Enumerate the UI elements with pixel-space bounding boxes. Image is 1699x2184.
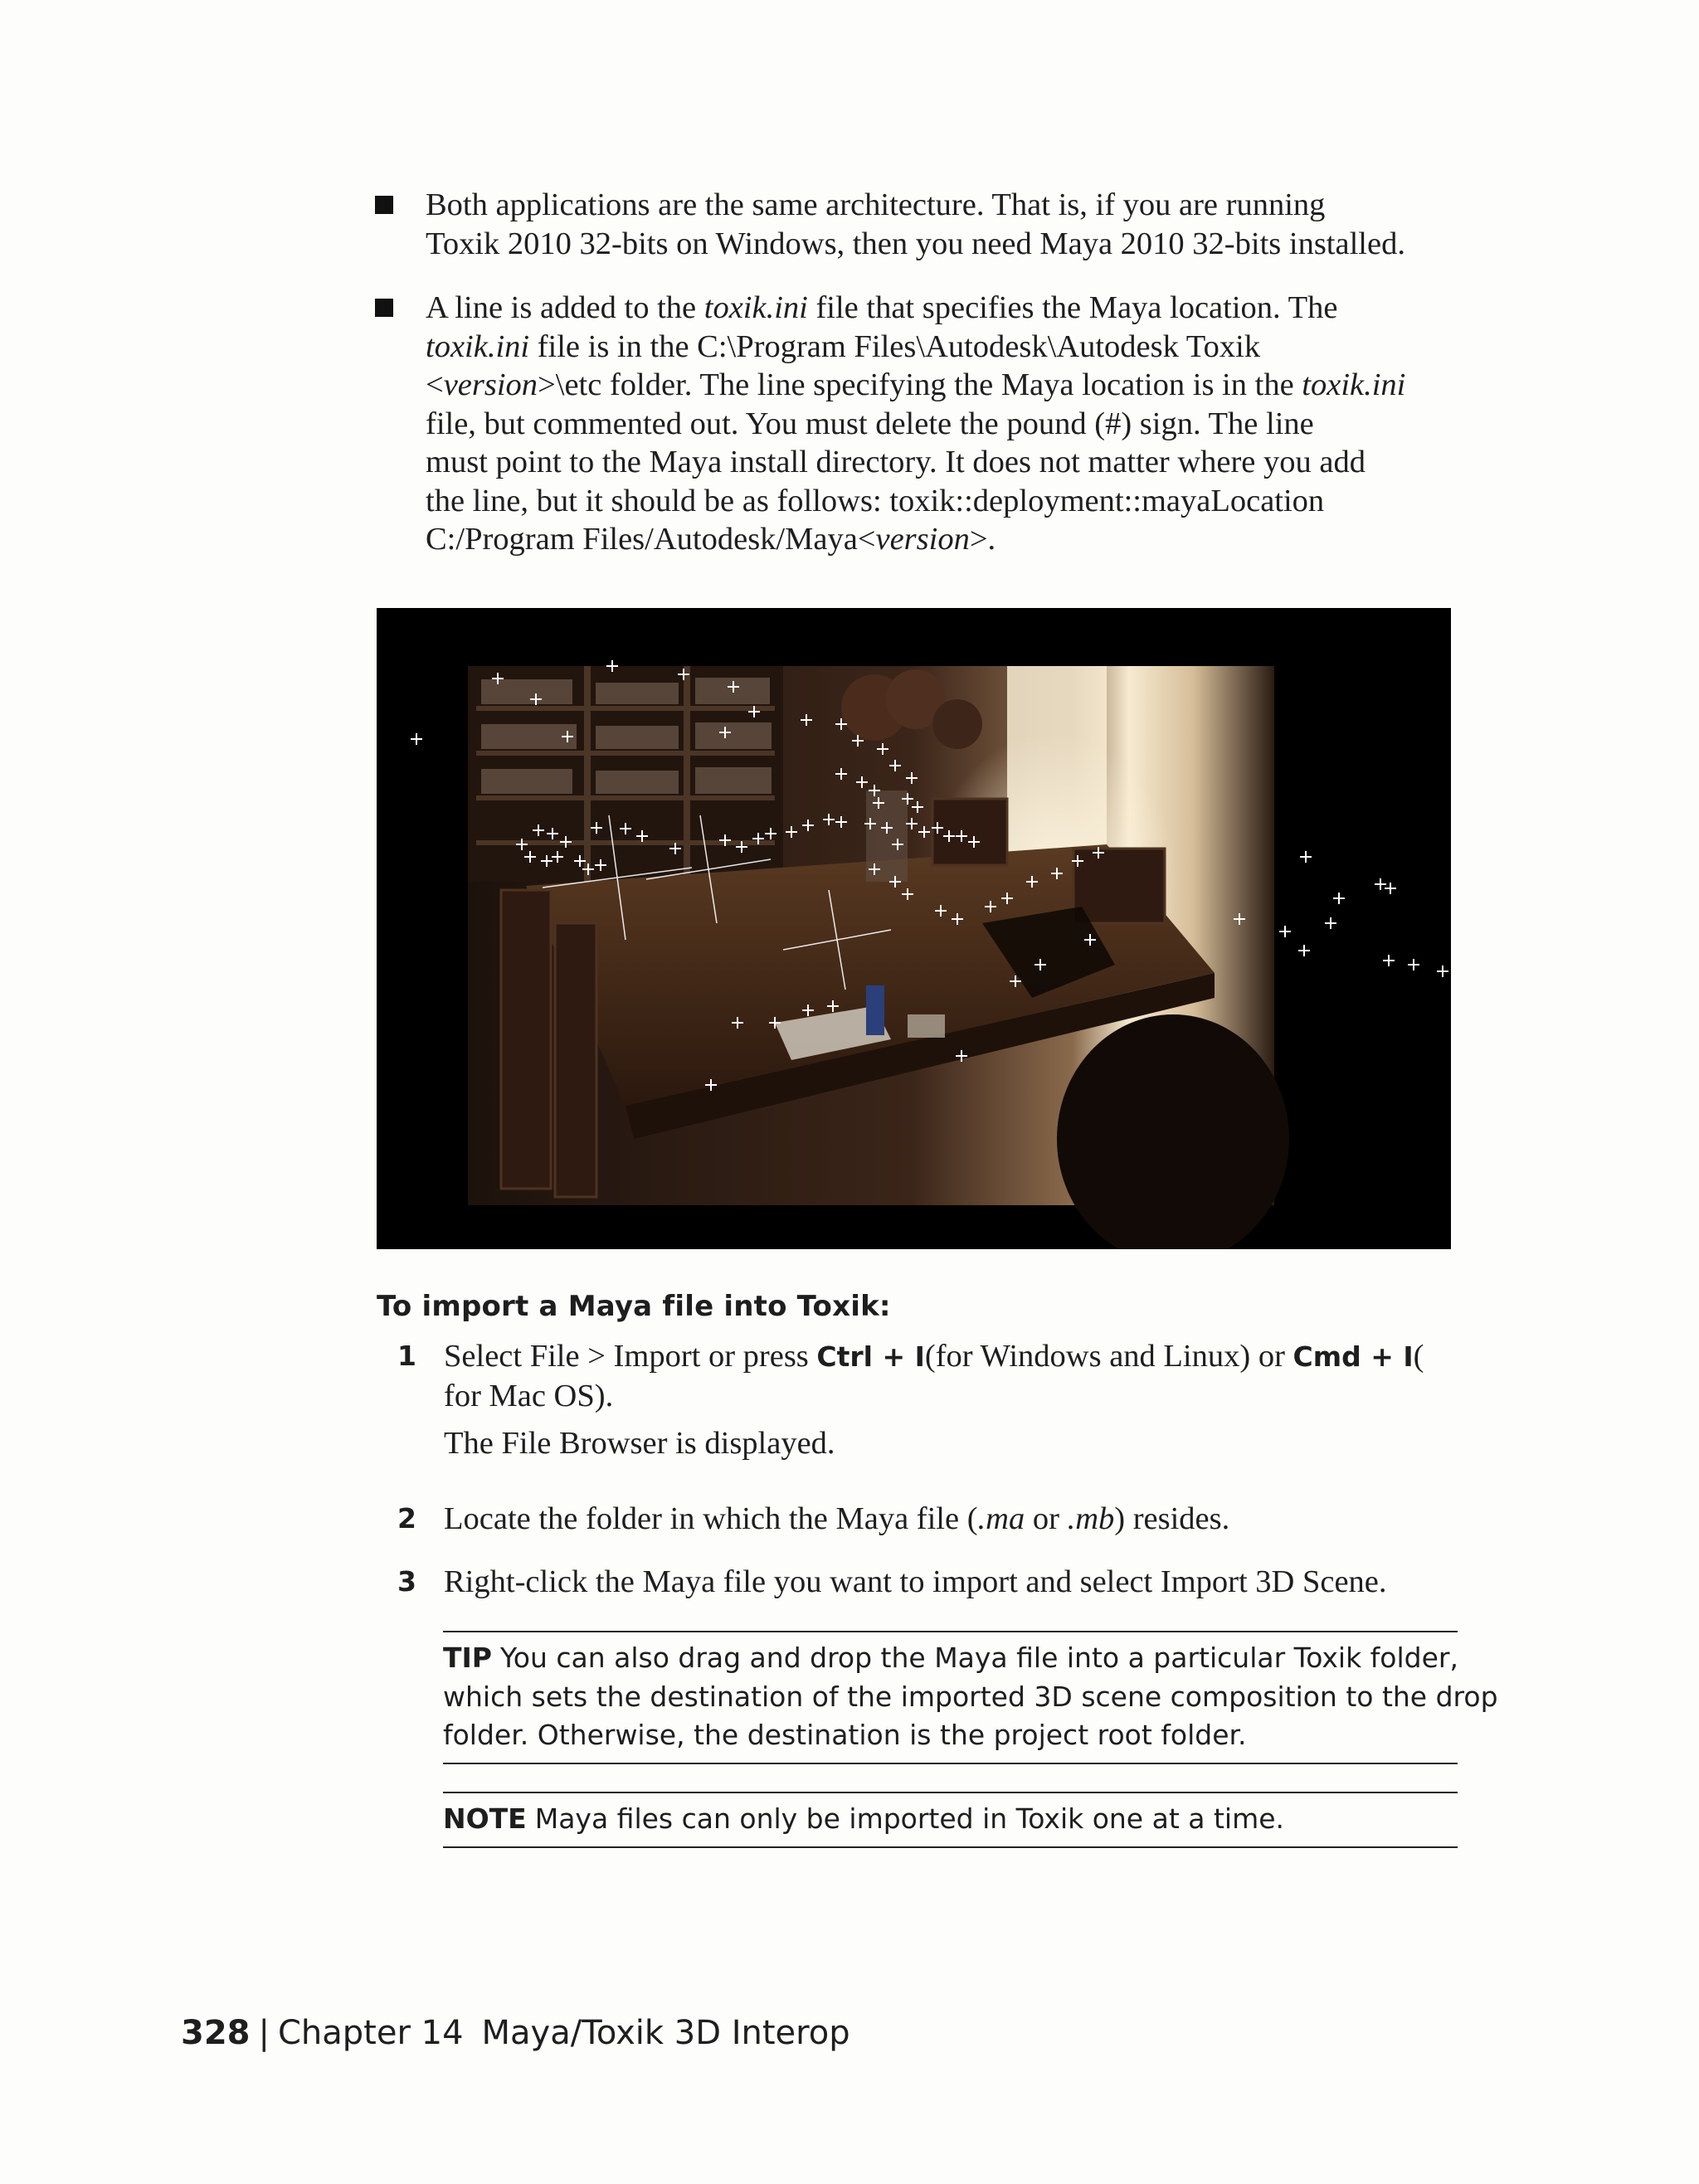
- tip-line: folder. Otherwise, the destination is the project root folder.: [443, 1719, 1247, 1751]
- procedure-title: To import a Maya file into Toxik:: [377, 1290, 891, 1323]
- text-line: [426, 328, 1463, 367]
- step-number: 3: [397, 1565, 416, 1598]
- text-line: [426, 405, 1463, 444]
- bullet-text: [426, 186, 1463, 263]
- tracked-scene-image: [377, 608, 1451, 1249]
- text-run: for Mac OS).: [444, 1378, 614, 1413]
- step-text: [444, 1500, 1473, 1539]
- text-line: [426, 366, 1463, 405]
- tracker-point: [1279, 926, 1291, 937]
- text-run: (: [1413, 1339, 1424, 1374]
- tip-top-rule: [443, 1631, 1458, 1632]
- page-footer: [181, 2014, 850, 2052]
- text-run: must point to the Maya install directory. It does not matter where you add: [426, 445, 1366, 479]
- tracker-point: [1408, 959, 1419, 970]
- text-run: Both applications are the same architecture. That is, if you are running: [426, 187, 1326, 222]
- text-run: C:/Program Files/Autodesk/Maya<: [426, 522, 876, 557]
- emphasis-text: toxik.ini: [703, 290, 808, 325]
- bullet-item: [375, 289, 1462, 562]
- text-run: Select File > Import or press: [444, 1339, 817, 1374]
- bullet-square-icon: [375, 299, 393, 317]
- bullet-square-icon: [375, 196, 393, 214]
- tracker-point: [1333, 893, 1345, 904]
- shortcut-text: Ctrl + I: [816, 1340, 925, 1373]
- tracker-point: [411, 733, 422, 745]
- text-run: Toxik 2010 32-bits on Windows, then you need Maya 2010 32-bits installed.: [426, 226, 1405, 261]
- step-instruction: [444, 1337, 1473, 1415]
- text-run: Locate the folder in which the Maya file (: [444, 1501, 978, 1536]
- tracker-point: [1385, 883, 1396, 894]
- tracker-point: [1325, 917, 1336, 929]
- text-run: or: [1025, 1501, 1068, 1536]
- emphasis-text: .ma: [977, 1501, 1025, 1536]
- step-result: The File Browser is displayed.: [444, 1426, 835, 1461]
- chapter-title: Maya/Toxik 3D Interop: [481, 2014, 850, 2052]
- text-line: [426, 520, 1463, 559]
- note-bottom-rule: [443, 1846, 1458, 1848]
- text-line: [426, 186, 1463, 225]
- tracker-point: [1375, 878, 1386, 890]
- text-line: [426, 482, 1463, 521]
- note-top-rule: [443, 1792, 1458, 1793]
- text-run: ) resides.: [1114, 1501, 1230, 1536]
- step-number: 1: [397, 1340, 416, 1372]
- emphasis-text: version: [443, 367, 538, 402]
- tip-bottom-rule: [443, 1763, 1458, 1764]
- text-run: file that specifies the Maya location. The: [807, 290, 1338, 325]
- step-text: [444, 1337, 1473, 1463]
- text-line: [444, 1500, 1473, 1539]
- scene-photo: [468, 666, 1289, 1249]
- emphasis-text: version: [875, 522, 970, 557]
- bullet-text: [426, 289, 1463, 559]
- text-run: <: [426, 367, 444, 402]
- shortcut-text: Cmd + I: [1293, 1340, 1414, 1373]
- text-run: file, but commented out. You must delete the pound (#) sign. The line: [426, 406, 1314, 441]
- text-line: [426, 289, 1463, 328]
- text-run: A line is added to the: [426, 290, 704, 325]
- text-line: [444, 1563, 1473, 1602]
- text-line: [426, 443, 1463, 482]
- text-run: >\etc folder. The line specifying the Maya location is in the: [538, 367, 1302, 402]
- text-run: >.: [969, 522, 996, 557]
- tracker-point: [1298, 945, 1310, 956]
- text-run: Right-click the Maya file you want to import and select Import 3D Scene.: [444, 1564, 1387, 1599]
- bullet-item: [375, 186, 1462, 269]
- tracker-point: [1383, 955, 1395, 966]
- text-line: [444, 1377, 1473, 1416]
- note-label: NOTE: [443, 1802, 527, 1835]
- tracker-point: [1437, 966, 1448, 977]
- footer-separator: |: [258, 2014, 270, 2052]
- emphasis-text: toxik.ini: [426, 328, 530, 364]
- text-line: [426, 225, 1463, 264]
- emphasis-text: .mb: [1067, 1501, 1115, 1536]
- text-run: the line, but it should be as follows: toxik::deployment::mayaLocation: [426, 483, 1325, 518]
- tip-line: You can also drag and drop the Maya file into a particular Toxik folder,: [499, 1642, 1458, 1674]
- tracker-point: [1300, 851, 1312, 863]
- note-text: Maya files can only be imported in Toxik one at a time.: [534, 1802, 1285, 1835]
- step-text: [444, 1563, 1473, 1602]
- text-line: [444, 1337, 1473, 1377]
- emphasis-text: toxik.ini: [1302, 367, 1406, 402]
- text-run: (for Windows and Linux) or: [924, 1339, 1293, 1374]
- tip-line: which sets the destination of the imported 3D scene composition to the drop: [443, 1680, 1498, 1713]
- tip-box: [443, 1639, 1498, 1755]
- chapter-label: Chapter 14: [277, 2014, 464, 2052]
- text-run: file is in the C:\Program Files\Autodesk\Autodesk Toxik: [529, 328, 1261, 364]
- tip-label: TIP: [443, 1642, 492, 1674]
- step-number: 2: [397, 1502, 416, 1535]
- note-box: [443, 1800, 1472, 1839]
- tracking-screenshot-figure: [377, 608, 1451, 1249]
- page-number: 328: [181, 2014, 251, 2052]
